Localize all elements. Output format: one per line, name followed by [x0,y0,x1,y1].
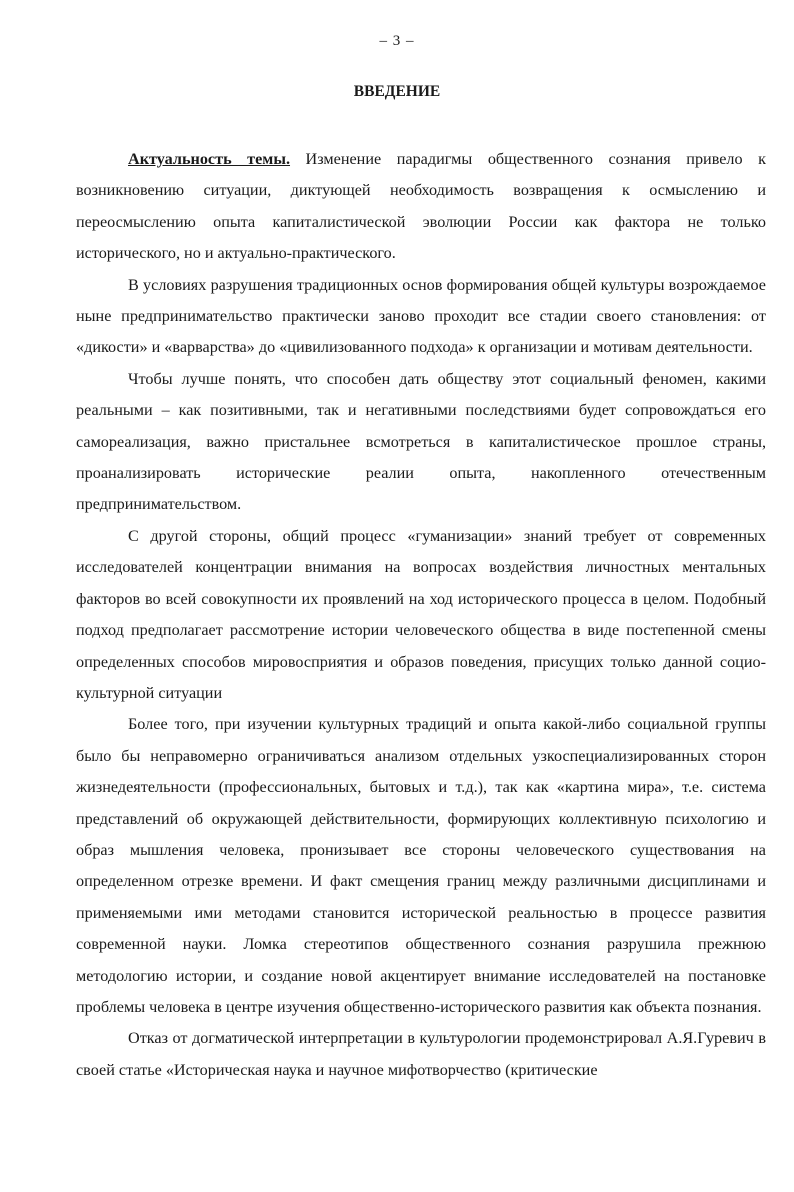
body-text [76,144,766,1086]
relevance-text: Изменение парадигмы общественного сознания привело к возникновению ситуации, диктующей необходимость возвращения к осмыслению и переосмыслению опыта капиталистической эволюции России как фактора не только исторического, но и актуально-практического. [76,150,766,263]
paragraph: С другой стороны, общий процесс «гуманизации» знаний требует от современных исследователей концентрации внимания на вопросах воздействия личностных ментальных факторов во всей совокупности их проявлений на ход исторического процесса в целом. Подобный подход предполагает рассмотрение истории человеческого общества в виде постепенной смены определенных способов мировосприятия и образов поведения, присущих только данной социо-культурной ситуации [76,526,766,702]
section-heading: ВВЕДЕНИЕ [353,83,441,100]
paragraph: Отказ от догматической интерпретации в культурологии продемонстрировал А.Я.Гуревич в своей статье «Историческая наука и научное мифотворчество (критические [76,1029,766,1079]
paragraph: В условиях разрушения традиционных основ формирования общей культуры возрождаемое ныне предпринимательство практически заново проходит все стадии своего становления: от «дикости» и «варварства» до «цивилизованного подхода» к организации и мотивам деятельности. [76,275,766,357]
relevance-label: Актуальность темы. [128,150,291,168]
page-number: – 3 – [379,33,415,49]
paragraph-relevance [76,144,766,270]
paragraph: Чтобы лучше понять, что способен дать обществу этот социальный феномен, какими реальными – как позитивными, так и негативными последствиями будет сопровождаться его самореализация, важно пристальнее всмотреться в капиталистическое прошлое страны, проанализировать исторические реалии опыта, накопленного отечественным предпринимательством. [76,369,766,514]
paragraph: Более того, при изучении культурных традиций и опыта какой-либо социальной группы было бы неправомерно ограничиваться анализом отдельных узкоспециализированных сторон жизнедеятельности (профессиональных, бытовых и т.д.), так как «картина мира», т.е. система представлений об окружающей действительности, формирующих коллективную психологию и образ мышления человека, пронизывает все стороны человеческого существования на определенном отрезке времени. И факт смещения границ между различными дисциплинами и применяемыми ими методами становится исторической реальностью в процессе развития современной науки. Ломка стереотипов общественного сознания разрушила прежнюю методологию истории, и создание новой акцентирует внимание исследователей на постановке проблемы человека в центре изучения общественно-исторического развития как объекта познания. [76,715,766,1016]
